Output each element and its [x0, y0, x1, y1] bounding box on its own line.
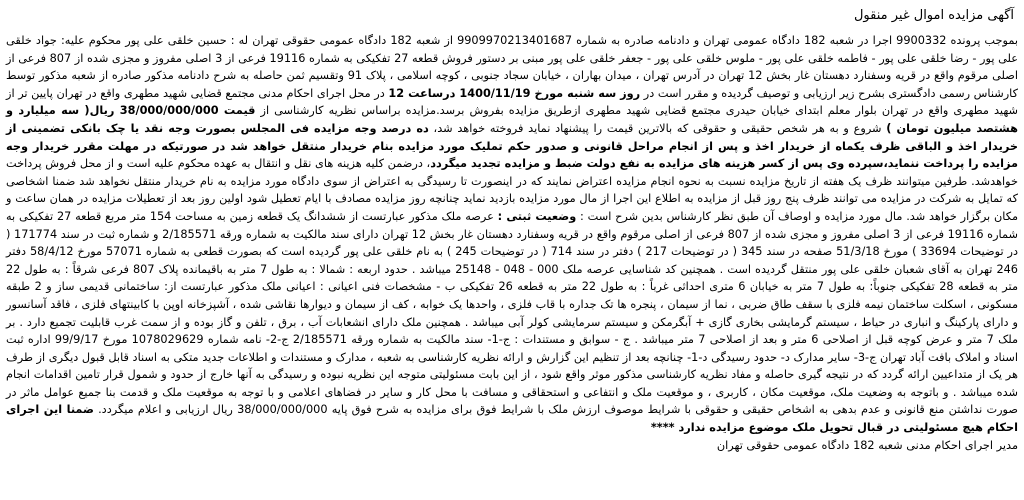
auction-location: در محل اجرای احکام مدنی مجتمع قضایی شهید مطهری واقع در تهران پایین تر از شهید مطهری واقع در تهران بلوار معلم ابتدای خیابان حیدری مجتمع قضایی شهید مطهری ازطریق مزایده بفروش برسد.مزایده براساس نظریه کارشناسی از	[6, 86, 1018, 118]
base-price: قیمت 38/000/000/000 ریال( سه میلیارد و هشتصد میلیون تومان )	[6, 104, 1018, 135]
notice-body	[6, 32, 1018, 437]
property-description: عرصه ملک مذکور عبارتست از ششدانگ یک قطعه زمین به مساحت 154 متر مربع قطعه 27 تفکیکی به شماره 19116 فرعی از 3 اصلی مفروز و مجزی شده از 807 فرعی از اصلی مرقوم واقع در قریه وسفنارد دهستان غار بخش 12 تهران دارای سند مالکیت به شماره ورقه 2/185571 و شماره ثبت در سند 171774 ( در توضیحات 33694 ) مورخ 51/3/18 صفحه در سند 345 ( در توضیحات 217 ) دفتر در سند 714 ( در توضیحات 245 ) به نام خلقی علی پور گردیده است که بصورت قطعی به شماره 57071 مورخ 58/4/12 دفتر 246 تهران به آقای شعبان خلقی علی پور منتقل گردیده است . همچنین کد شناسایی عرصه ملک 000 - 048 - 25148 میباشد . حدود اربعه : شمالا : به طول 7 متر به باقیمانده پلاک 807 فرعی شرقاً : به طول 22 متر به قطعه 28 تفکیکی جنوباً: به طول 7 متر به خیابان 6 متری احداثی غرباً : به طول 22 متر به قطعه 26 تفکیکی ب - مشخصات فنی اعیانی : اعیانی ملک مذکور عبارتست از: ساختمانی قدیمی ساز و 2 طبقه مسکونی ، اسکلت ساختمان نیمه فلزی با سقف طاق ضربی ، نما از سیمان ، پنجره ها تک جداره با قاب فلزی ، واحدها یک خوابه ، کف از سیمان و دیوارها نقاشی شده ، آشپزخانه اوپن با کابینتهای فلزی ، فاقد آسانسور و دارای پارکینگ و انباری در حیاط ، سیستم گرمایشی بخاری گازی + آبگرمکن و سیستم سرمایشی کولر آبی میباشد . همچنین ملک دارای انشعابات آب ، برق ، تلفن و گاز بوده و از سمت غرب قابلیت تجمیع دارد . بر ملک 7 متر و عرض کوچه قبل از اصلاحی 6 متر و بعد از اصلاحی 7 متر میباشد . ج - سوابق و مستندات : ج-1- سند مالکیت به شماره ورقه 2/185571 ج-2- نامه شماره 1078029629 مورخ 99/9/17 اداره ثبت اسناد و املاک بافت آباد تهران ج-3- سایر مدارک د- حدود رسیدگی د-1- چنانچه بعد از تنظیم این گزارش و ارائه نظریه کارشناسی به شعبه ، مدارک و مستندات و اطلاعات جدید متکی به اسناد قابل قبول دیگری از طرف هر یک از متداعیین ارائه گردد که در نتیجه گیری حاصله و مفاد نظریه کارشناسی مذکور موثر واقع شود ، از این بابت مسئولیتی متوجه این نظریه نبوده و رسیدگی به آنها خارج از حدود و شمول قرار تامین اقدامات انجام شده میباشد . و باتوجه به وضعیت ملک، موقعیت مکان ، کاربری ، و موقعیت ملک و انتفاعی و استحقاقی و مسافت با محل کار و سایر در فضاهای اعلامی و با توجه به موقعیت ملک و قدمت بنا جمیع عوامل ماثر در صورت نداشتن منع قانونی و عدم بدهی به اشخاص حقیقی و حقوقی با شرایط موصوف ارزش ملک با شرایط فوق برای مزایده به شرح فوق پایه 38/000/000/000 ریال ارزیابی و اعلام میگردد.	[6, 209, 1019, 417]
registration-label: وضعیت ثبتی :	[497, 209, 577, 223]
objection-terms: ، درضمن کلیه هزینه های نقل و انتقال به عهده محکوم علیه است و از محل فروش پرداخت خواهدشد. طرفین میتوانند ظرف یک هفته از تاریخ مزایده نسبت به نحوه انجام مزایده اعتراض نمایند که در اینصورت تا رسیدگی به اعتراض از سوی دادگاه مورد مزایده به نام خریدار منتقل نخواهد شد ضمنا اشخاصی که تمایل به شرکت در مزایده می توانند ظرف پنج روز قبل از مزایده به اطلاع این اجرا از مال مورد مزایده بازدید نماید چنانچه روز مزایده مصادف با ایام تعطیل شود اولین روز بعد از تعطیلات مزایده در همان ساعت و مکان برگزار خواهد شد. مال مورد مزایده و اوصاف آن طبق نظر کارشناس بدین شرح است :	[6, 157, 1019, 223]
disclaimer: ضمنا این اجرای احکام هیچ مسئولیتی در قبال تحویل ملک موضوع مزایده ندارد ****	[6, 403, 1018, 435]
signature: مدیر اجرای احکام مدنی شعبه 182 دادگاه عمومی حقوقی تهران	[716, 438, 1018, 452]
case-intro: بموجب پرونده 9900332 اجرا در شعبه 182 دادگاه عمومی تهران و دادنامه صادره به شماره 9909970213401687 از شعبه 182 دادگاه عمومی حقوقی تهران له : حسین خلقی علی پور محکوم علیه: جواد خلقی علی پور - رضا خلقی علی پور - فاطمه خلقی علی پور - ملوس خلقی علی پور - جعفر خلقی علی پور مبنی بر دستور فروش قطعه 27 تفکیکی به شماره 19116 فرعی از 3 اصلی مفروز و مجزی شده از 807 فرعی از اصلی مرقوم واقع در قریه وسفنارد دهستان غار بخش 12 تهران در آدرس تهران ، میدان بهاران ، خیابان سجاد جنوبی ، کوچه اسلامی ، پلاک 91 وتقسیم ثمن حاصله به شرح دادنامه مذکور صادره از شعبه مذکور توسط کارشناس رسمی دادگستری بشرح زیر ارزیابی و توصیف گردیده و مقرر است در	[6, 34, 1019, 100]
sale-clause: شروع و به هر شخص حقیقی و حقوقی که بالاترین قیمت را پیشنهاد نماید فروخته خواهد شد،	[433, 121, 882, 135]
auction-date: روز سه شنبه مورخ 1400/11/19 درساعت 12	[388, 86, 641, 100]
notice-title: آگهی مزایده اموال غیر منقول	[853, 8, 1014, 23]
payment-terms: ده درصد وجه مزایده فی المجلس بصورت وجه نقد یا چک بانکی تضمینی از خریدار اخذ و الباقی ظرف یکماه از خریدار اخذ و پس از انجام مراحل قانونی و صدور حکم تملیک مورد مزایده بنام خریدار منتقل خواهد شد در صورتیکه در مهلت مقرر خریدار وجه مزایده را پرداخت ننماید،سپرده وی پس از کسر هزینه های مزایده به نفع دولت ضبط و مزایده تجدید میگردد	[6, 121, 1018, 171]
